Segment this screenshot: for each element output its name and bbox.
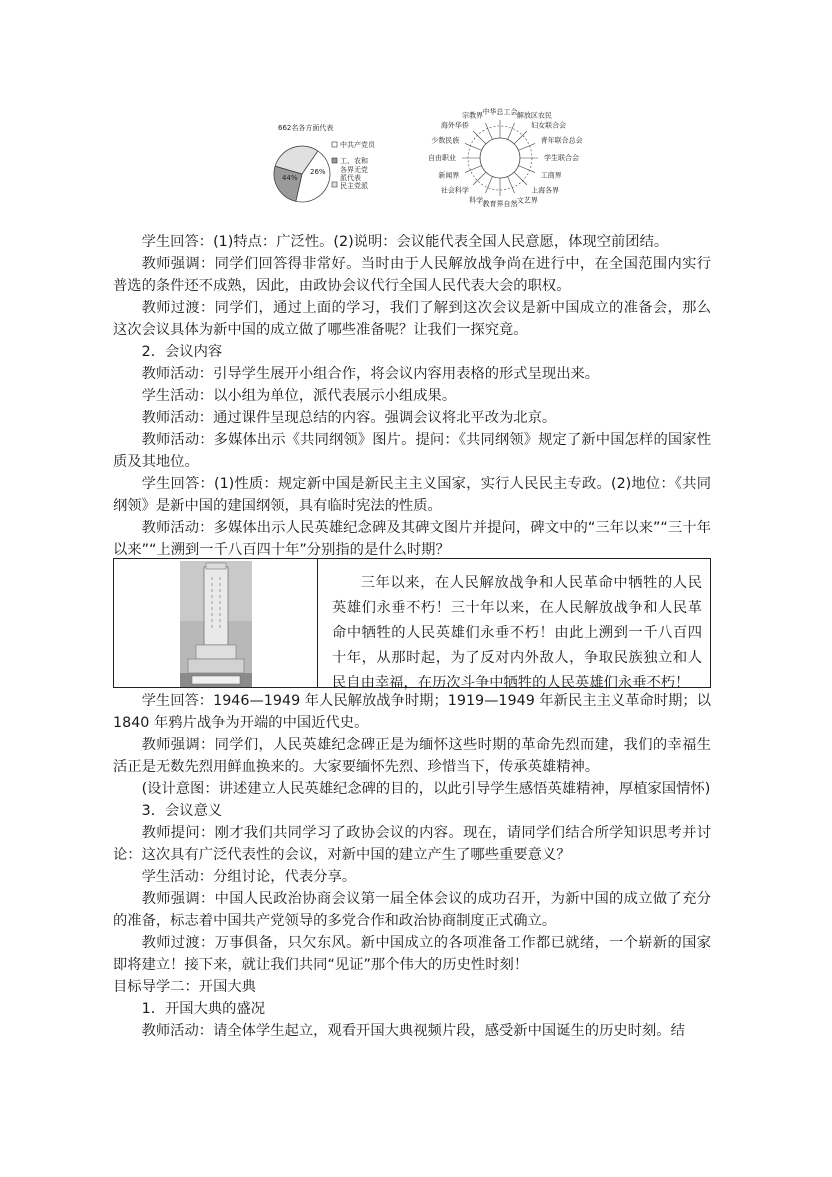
pie-label-26: 26% bbox=[310, 168, 326, 176]
radial-label-6: 工商界 bbox=[540, 171, 562, 180]
radial-inner-circle bbox=[480, 138, 520, 178]
legend-item-2: 工、农和 bbox=[340, 157, 368, 165]
para-9: 学生回答：(1)性质：规定新中国是新民主主义国家，实行人民民主专政。(2)地位：《共同纲领》是新中国的建国纲领，具有临时宪法的性质。 bbox=[113, 476, 711, 514]
radial-spoke-4 bbox=[518, 143, 535, 150]
radial-label-8: 文艺界 bbox=[516, 196, 538, 205]
radial-label-16: 宗教界 bbox=[462, 111, 484, 120]
para-18: 教师过渡：万事俱备，只欠东风。新中国成立的各项准备工作都已就绪，一个崭新的国家即将建立！接下来，就让我们共同“见证”那个伟大的历史性时刻！ bbox=[113, 935, 711, 973]
para-12: 教师强调：同学们，人民英雄纪念碑正是为缅怀这些时期的革命先烈而建，我们的幸福生活正是无数先烈用鲜血换来的。大家要缅怀先烈、珍惜当下，传承英雄精神。 bbox=[113, 737, 711, 775]
para-2: 教师强调：同学们回答得非常好。当时由于人民解放战争尚在进行中，在全国范围内实行普选的条件还不成熟，因此，由政协会议代行全国人民代表大会的职权。 bbox=[113, 256, 711, 294]
radial-spoke-16 bbox=[485, 123, 492, 140]
para-6: 学生活动：以小组为单位，派代表展示小组成果。 bbox=[141, 388, 457, 404]
radial-label-15: 海外华侨 bbox=[440, 121, 469, 130]
radial-spoke-6 bbox=[518, 166, 535, 173]
radial-spoke-10 bbox=[485, 176, 492, 193]
para-16: 学生活动：分组讨论，代表分享。 bbox=[141, 869, 357, 885]
radial-spoke-2 bbox=[508, 123, 515, 140]
radial-label-3: 妇女联合会 bbox=[531, 121, 567, 130]
legend-swatch-1 bbox=[332, 142, 337, 147]
para-10: 教师活动：多媒体出示人民英雄纪念碑及其碑文图片并提问，碑文中的“三年以来”“三十年以来”“上溯到一千八百四十年”分别指的是什么时期？ bbox=[113, 520, 711, 558]
legend-item-3: 各界无党 bbox=[340, 166, 368, 174]
radial-label-10: 科学 bbox=[469, 196, 484, 205]
radial-label-11: 社会科学 bbox=[440, 186, 469, 195]
legend-item-1: 中共产党员 bbox=[340, 141, 375, 149]
text-block-2 bbox=[113, 690, 711, 1042]
para-13: (设计意图：讲述建立人民英雄纪念碑的目的，以此引导学生感悟英雄精神，厚植家国情怀) bbox=[141, 781, 711, 797]
radial-spoke-12 bbox=[465, 166, 482, 173]
monument-image bbox=[180, 561, 252, 687]
text-block-1 bbox=[113, 231, 711, 561]
para-8: 教师活动：多媒体出示《共同纲领》图片。提问：《共同纲领》规定了新中国怎样的国家性质及其地位。 bbox=[113, 432, 711, 470]
radial-label-13: 自由职业 bbox=[428, 154, 456, 162]
legend-swatch-2 bbox=[332, 158, 337, 163]
radial-spoke-14 bbox=[465, 143, 482, 150]
radial-label-1: 中华总工会 bbox=[482, 108, 518, 116]
radial-spoke-11 bbox=[473, 172, 486, 185]
para-11: 学生回答：1946—1949 年人民解放战争时期；1919—1949 年新民主主义革命时期；以 1840 年鸦片战争为开端的中国近代史。 bbox=[113, 693, 711, 731]
delegates-figure bbox=[270, 96, 610, 231]
para-19: 1．开国大典的盛况 bbox=[141, 1001, 266, 1017]
legend-item-4: 派代表 bbox=[340, 174, 361, 182]
section-heading: 目标导学二：开国大典 bbox=[113, 979, 256, 995]
radial-label-12: 新闻界 bbox=[438, 171, 460, 180]
radial-label-4: 青年联合总会 bbox=[540, 136, 583, 145]
radial-label-9: 教育界自然 bbox=[482, 200, 518, 208]
monument-inscription: 三年以来，在人民解放战争和人民革命中牺牲的人民英雄们永垂不朽！三十年以来，在人民解放战争和人民革命中牺牲的人民英雄们永垂不朽！由此上溯到一千八百四十年，从那时起，为了反对内外敌人，争取民族独立和人民自由幸福，在历次斗争中牺牲的人民英雄们永垂不朽！ bbox=[332, 575, 702, 691]
radial-label-2: 解放区农民 bbox=[516, 111, 552, 120]
radial-diagram bbox=[400, 96, 605, 231]
para-1: 学生回答：(1)特点：广泛性。(2)说明：会议能代表全国人民意愿，体现空前团结。 bbox=[141, 234, 669, 250]
table-divider bbox=[317, 559, 318, 687]
para-5: 教师活动：引导学生展开小组合作，将会议内容用表格的形式呈现出来。 bbox=[141, 366, 600, 382]
radial-label-5: 学生联合会 bbox=[544, 154, 579, 162]
para-7: 教师活动：通过课件呈现总结的内容。强调会议将北平改为北京。 bbox=[141, 410, 557, 426]
radial-spoke-3 bbox=[514, 131, 527, 144]
radial-label-7: 上海各界 bbox=[531, 186, 560, 195]
para-4: 2．会议内容 bbox=[141, 344, 223, 360]
legend-swatch-3 bbox=[332, 182, 337, 187]
radial-spoke-8 bbox=[508, 176, 515, 193]
pie-label-44: 44% bbox=[282, 174, 298, 182]
para-14: 3．会议意义 bbox=[141, 803, 223, 819]
para-3: 教师过渡：同学们，通过上面的学习，我们了解到这次会议是新中国成立的准备会，那么这次会议具体为新中国的成立做了哪些准备呢？让我们一探究竟。 bbox=[113, 300, 711, 338]
radial-label-14: 少数民族 bbox=[431, 136, 460, 145]
radial-spoke-7 bbox=[514, 172, 527, 185]
legend-item-5: 民主党派 bbox=[340, 182, 368, 190]
para-17: 教师强调：中国人民政治协商会议第一届全体会议的成功召开，为新中国的成立做了充分的准备，标志着中国共产党领导的多党合作和政治协商制度正式确立。 bbox=[113, 891, 711, 929]
pie-title: 662名各方面代表 bbox=[278, 124, 334, 132]
radial-labels bbox=[428, 107, 583, 208]
radial-spoke-15 bbox=[473, 131, 486, 144]
para-20: 教师活动：请全体学生起立，观看开国大典视频片段，感受新中国诞生的历史时刻。结 bbox=[141, 1023, 685, 1039]
monument-table bbox=[113, 558, 711, 691]
delegate-pie-chart bbox=[270, 116, 400, 226]
para-15: 教师提问：刚才我们共同学习了政协会议的内容。现在，请同学们结合所学知识思考并讨论：这次具有广泛代表性的会议，对新中国的建立产生了哪些重要意义？ bbox=[113, 825, 711, 863]
